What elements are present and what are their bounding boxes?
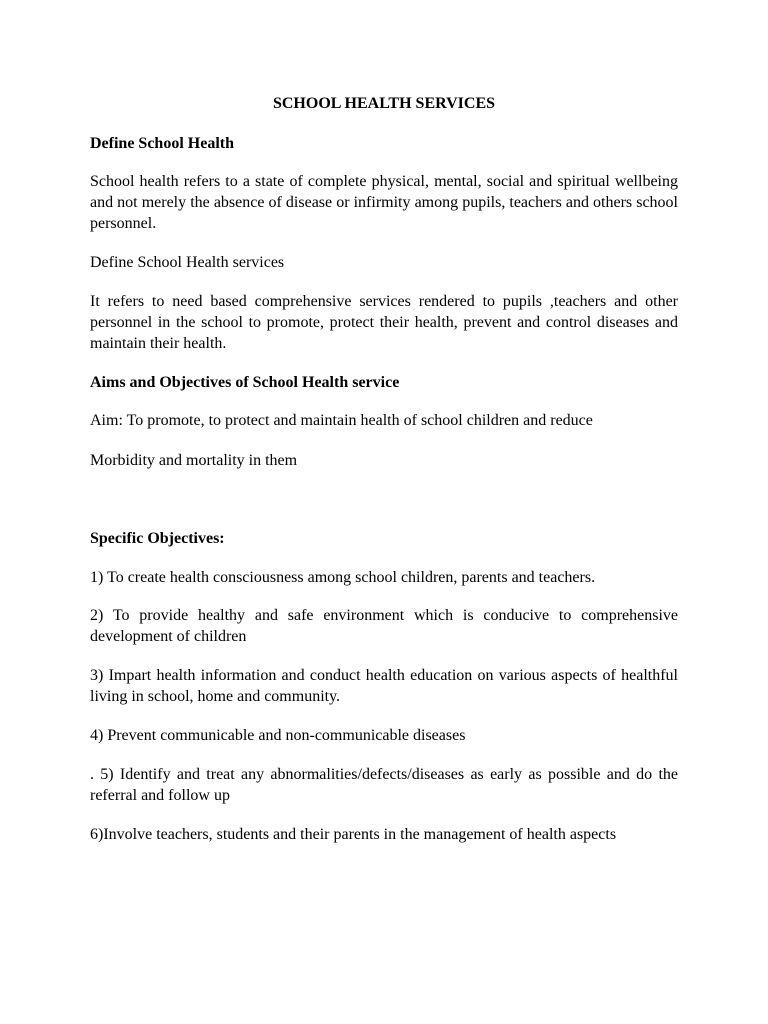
objective-item-6: 6)Involve teachers, students and their parents in the management of health aspects: [90, 826, 617, 843]
define-services-heading: Define School Health services: [90, 254, 285, 271]
aims-objectives-heading: Aims and Objectives of School Health service: [90, 374, 400, 391]
objective-item-2: 2) To provide healthy and safe environment which is conducive to comprehensive development of children: [90, 607, 678, 645]
objective-item-5: . 5) Identify and treat any abnormalities/defects/diseases as early as possible and do the referral and follow up: [90, 766, 678, 804]
define-services-paragraph: It refers to need based comprehensive services rendered to pupils ,teachers and other personnel in the school to promote, protect their health, prevent and control diseases and maintain their health.: [90, 293, 678, 352]
document-title: SCHOOL HEALTH SERVICES: [272, 95, 496, 112]
objective-item-4: 4) Prevent communicable and non-communicable diseases: [90, 727, 466, 744]
specific-objectives-heading: Specific Objectives:: [90, 530, 225, 547]
define-school-health-paragraph: School health refers to a state of complete physical, mental, social and spiritual wellbeing and not merely the absence of disease or infirmity among pupils, teachers and others school personnel.: [90, 173, 678, 232]
define-school-health-heading: Define School Health: [90, 135, 234, 152]
aim-line: Aim: To promote, to protect and maintain health of school children and reduce: [90, 412, 593, 429]
objective-item-3: 3) Impart health information and conduct health education on various aspects of healthful living in school, home and community.: [90, 667, 678, 705]
objective-item-1: 1) To create health consciousness among school children, parents and teachers.: [90, 569, 596, 586]
aim-line-continued: Morbidity and mortality in them: [90, 452, 298, 469]
